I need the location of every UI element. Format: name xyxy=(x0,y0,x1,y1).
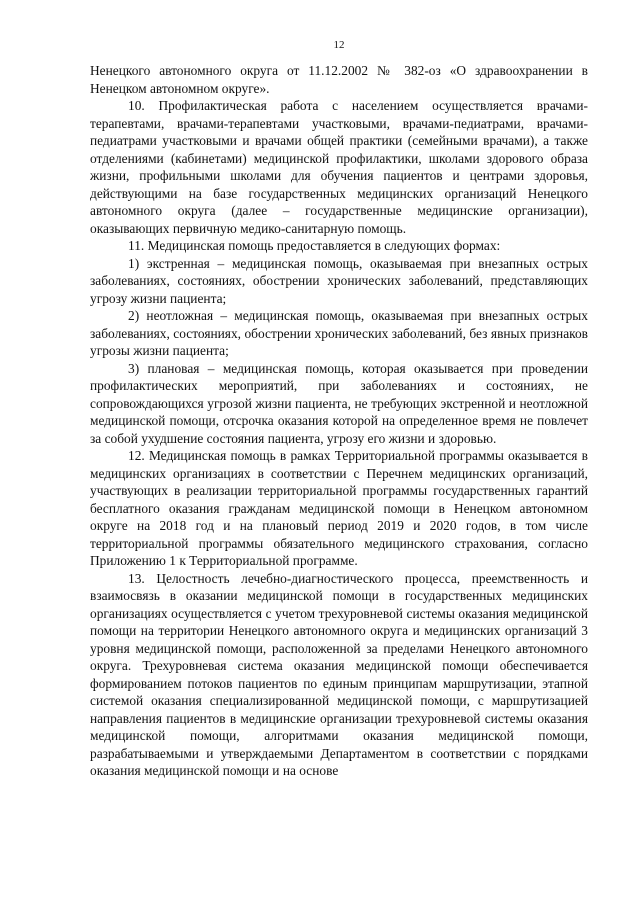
paragraph-item-10: 10. Профилактическая работа с населением осуществляется врачами-терапевтами, врачами-терапевтами участковыми, врачами-педиатрами, врачами-педиатрами участковыми и врачами общей практики (семейными врачами), а также отделениями (кабинетами) медицинской профилактики, школами здорового образа жизни, профильными школами для обучения пациентов и центрами здоровья, действующими на базе государственных медицинских организаций Ненецкого автономного округа (далее – государственные медицинские организации), оказывающих первичную медико-санитарную помощь. xyxy=(90,98,588,236)
paragraph-item-13: 13. Целостность лечебно-диагностического процесса, преемственность и взаимосвязь в оказании медицинской помощи в государственных медицинских организациях осуществляется с учетом трехуровневой системы оказания медицинской помощи на территории Ненецкого автономного округа и медицинских организаций 3 уровня медицинской помощи, расположенной за пределами Ненецкого автономного округа. Трехуровневая система оказания медицинской помощи обеспечивается формированием потоков пациентов по единым принципам маршрутизации, этапной системой оказания специализированной медицинской помощи, с маршрутизацией направления пациентов в медицинские организации трехуровневой системы оказания медицинской помощи, алгоритмами оказания медицинской помощи, разрабатываемыми и утверждаемыми Департаментом в соответствии с порядками оказания медицинской помощи и на основе xyxy=(90,570,588,778)
document-body xyxy=(90,62,588,780)
paragraph-item-11-1: 1) экстренная – медицинская помощь, оказываемая при внезапных острых заболеваниях, состояниях, обострении хронических заболеваний, представляющих угрозу жизни пациента; xyxy=(90,255,588,306)
page-number: 12 xyxy=(333,39,345,51)
paragraph-continuation: Ненецкого автономного округа от 11.12.2002 № 382-оз «О здравоохранении в Ненецком автономном округе». xyxy=(90,63,588,96)
paragraph-item-11-2: 2) неотложная – медицинская помощь, оказываемая при внезапных острых заболеваниях, состояниях, обострении хронических заболеваний, без явных признаков угрозы жизни пациента; xyxy=(90,308,588,358)
paragraph-item-12: 12. Медицинская помощь в рамках Территориальной программы оказывается в медицинских организациях в соответствии с Перечнем медицинских организаций, участвующих в реализации территориальной программы государственных гарантий бесплатного оказания гражданам медицинской помощи в Ненецком автономном округе на 2018 год и на плановый период 2019 и 2020 годов, в том числе территориальной программы обязательного медицинского страхования, согласно Приложению 1 к Территориальной программе. xyxy=(90,448,588,568)
paragraph-item-11-3: 3) плановая – медицинская помощь, которая оказывается при проведении профилактических мероприятий, при заболеваниях и состояниях, не сопровождающихся угрозой жизни пациента, не требующих экстренной и неотложной медицинской помощи, отсрочка оказания которой на определенное время не повлечет за собой ухудшение состояния пациента, угрозу его жизни и здоровью. xyxy=(90,360,588,446)
paragraph-item-11: 11. Медицинская помощь предоставляется в следующих формах: xyxy=(128,238,501,253)
